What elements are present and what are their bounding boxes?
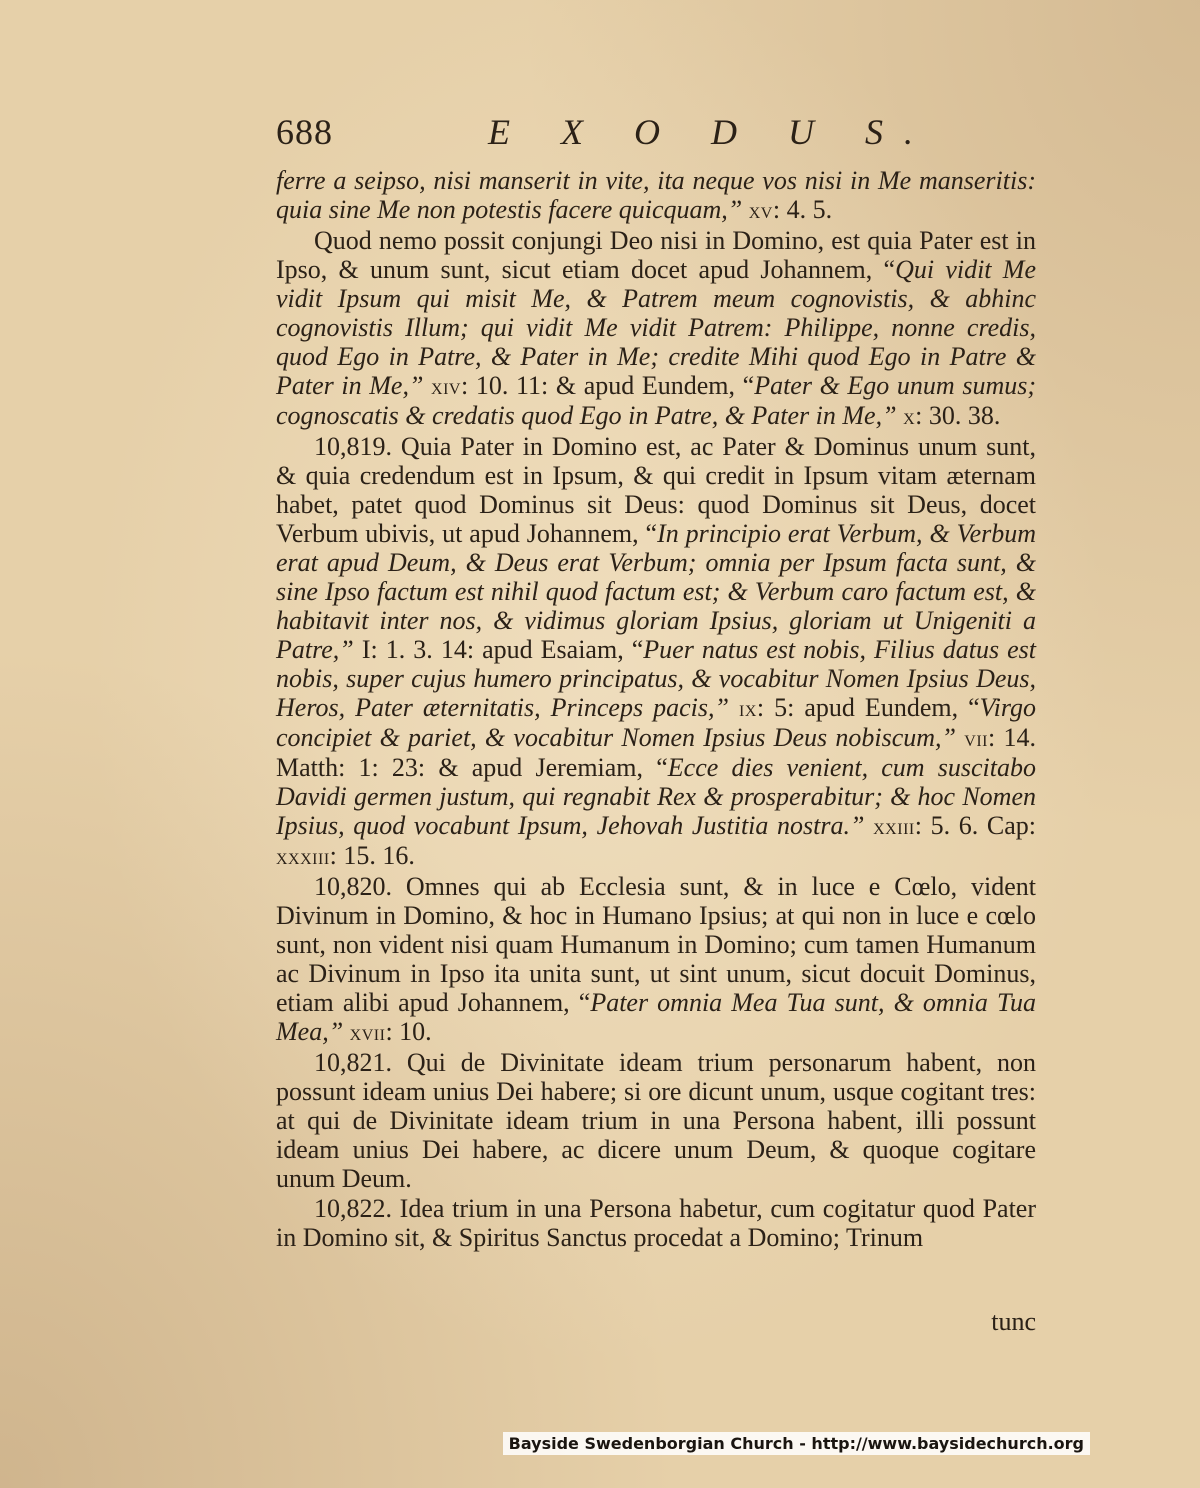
- paragraph-text: 10,820. Omnes qui ab Ecclesia sunt, & in luce e Cœlo, vident Divinum in Domino, & hoc in Humano Ipsius; at qui non in luce e cœlo sunt, non vident nisi quam Humanum in Domino; cum tamen Humanum ac Divinum in Ipso ita unita sunt, ut sint unum, sicut docuit Dominus, etiam alibi apud Johannem, “: [276, 872, 1036, 1017]
- chapter-numeral: xvii: [349, 1020, 386, 1045]
- italic-quote: Qui vidit Me vidit Ipsum qui misit Me, & Patrem meum cognovistis, & abhinc cognovistis Illum; qui vidit Me vidit Patrem: Philippe, nonne credis, quod Ego in Patre, & Pater in Me; credite Mihi quod Ego in Patre & Pater in Me,”: [276, 255, 1036, 400]
- page-number: 688: [276, 112, 333, 152]
- chapter-numeral: xiv: [431, 374, 461, 399]
- book-title: E X O D U S.: [488, 112, 934, 152]
- catchword: tunc: [991, 1307, 1036, 1336]
- italic-quote: Puer natus est nobis, Filius datus est nobis, super cujus humero principatus, & vocabitur Nomen Ipsius Deus, Heros, Pater æternitatis, Princeps pacis,”: [276, 635, 1037, 722]
- paragraph-text: : 1. 3. 14: apud Esaiam, “: [370, 635, 644, 664]
- paragraph-10820: [276, 872, 1036, 1047]
- chapter-numeral: xxxiii: [276, 844, 330, 869]
- paragraph-10819: [276, 432, 1036, 871]
- verse-reference: : 4. 5.: [772, 195, 833, 224]
- paragraph-text: : 14. Matth: 1: 23: & apud Jeremiam, “: [276, 723, 1036, 782]
- verse-reference: : 15. 16.: [329, 841, 415, 870]
- paragraph-continued: [276, 166, 1036, 225]
- running-head: [276, 112, 1036, 162]
- chapter-numeral: x: [903, 404, 916, 429]
- chapter-numeral: ix: [738, 696, 757, 721]
- paragraph-text: 10,821. Qui de Divinitate ideam trium personarum habent, non possunt ideam unius Dei habere; si ore dicunt unum, usque cogitant tres: at qui de Divinitate ideam trium in una Persona habent, illi possunt ideam unius Dei habere, ac dicere unum Deum, & quoque cogitare unum Deum.: [276, 1048, 1036, 1193]
- paragraph-10822: [276, 1194, 1036, 1252]
- italic-quote: Pater & Ego unum sumus; cognoscatis & credatis quod Ego in Patre, & Pater in Me,”: [276, 371, 1037, 430]
- paragraph-text: : 5: apud Eundem, “: [756, 693, 980, 722]
- chapter-numeral: vii: [964, 726, 988, 751]
- paragraph-text: : 10. 11: & apud Eundem, “: [460, 371, 755, 400]
- italic-quote: Ecce dies venient, cum suscitabo Davidi germen justum, qui regnabit Rex & prosperabitur; & hoc Nomen Ipsius, quod vocabunt Ipsum, Jehovah Justitia nostra.”: [276, 753, 1036, 840]
- paragraph-text: Quod nemo possit conjungi Deo nisi in Domino, est quia Pater est in Ipso, & unum sunt, sicut etiam docet apud Johannem, “: [276, 226, 1036, 284]
- italic-quote: ferre a seipso, nisi manserit in vite, ita neque vos nisi in Me manseritis: quia sine Me non potestis facere quicquam,”: [276, 166, 1036, 224]
- italic-quote: Pater omnia Mea Tua sunt, & omnia Tua Mea,”: [276, 988, 1036, 1046]
- paragraph-10821: [276, 1048, 1036, 1193]
- chapter-numeral: I: [361, 635, 371, 664]
- italic-quote: Virgo concipiet & pariet, & vocabitur Nomen Ipsius Deus nobiscum,”: [276, 693, 1036, 752]
- watermark-banner: Bayside Swedenborgian Church - http://www.baysidechurch.org: [503, 1432, 1090, 1455]
- body-text: [276, 166, 1036, 1253]
- paragraph-text: 10,822. Idea trium in una Persona habetur, cum cogitatur quod Pater in Domino sit, & Spiritus Sanctus procedat a Domino; Trinum: [276, 1194, 1036, 1252]
- paragraph-text: 10,819. Quia Pater in Domino est, ac Pater & Dominus unum sunt, & quia credendum est in Ipsum, & qui credit in Ipsum vitam æternam habet, patet quod Dominus sit Deus: quod Dominus sit Deus, docet Verbum ubivis, ut apud Johannem, “: [276, 432, 1036, 548]
- paragraph: [276, 226, 1036, 431]
- chapter-numeral: xv: [748, 198, 773, 223]
- italic-quote: In principio erat Verbum, & Verbum erat apud Deum, & Deus erat Verbum; omnia per Ipsum facta sunt, & sine Ipso factum est nihil quod factum est; & Verbum caro factum est, & habitavit inter nos, & vidimus gloriam Ipsius, gloriam ut Unigeniti a Patre,”: [276, 519, 1037, 664]
- paragraph-text: : 5. 6. Cap:: [914, 811, 1036, 840]
- verse-reference: : 30. 38.: [915, 401, 1001, 430]
- verse-reference: : 10.: [385, 1017, 432, 1046]
- chapter-numeral: xxiii: [873, 814, 915, 839]
